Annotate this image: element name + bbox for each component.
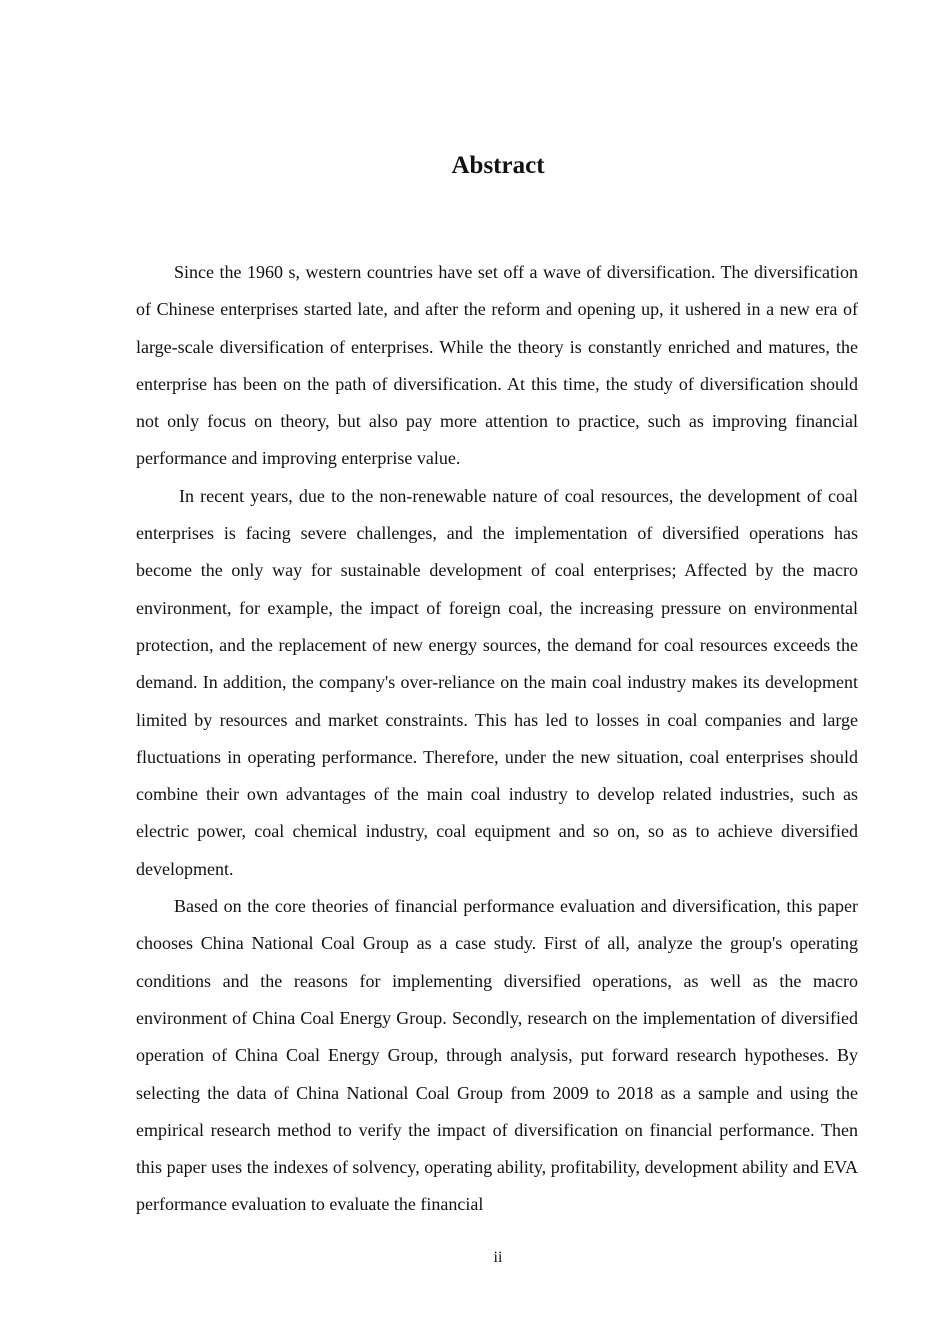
abstract-body bbox=[136, 254, 858, 1224]
abstract-paragraph: Since the 1960 s, western countries have set off a wave of diversification. The diversification of Chinese enterprises started late, and after the reform and opening up, it ushered in a new era of large-scale diversification of enterprises. While the theory is constantly enriched and matures, the enterprise has been on the path of diversification. At this time, the study of diversification should not only focus on theory, but also pay more attention to practice, such as improving financial performance and improving enterprise value. bbox=[136, 262, 858, 469]
page-title: Abstract bbox=[451, 151, 545, 179]
abstract-paragraph: Based on the core theories of financial performance evaluation and diversification, this paper chooses China National Coal Group as a case study. First of all, analyze the group's operating conditions and the reasons for implementing diversified operations, as well as the macro environment of China Coal Energy Group. Secondly, research on the implementation of diversified operation of China Coal Energy Group, through analysis, put forward research hypotheses. By selecting the data of China National Coal Group from 2009 to 2018 as a sample and using the empirical research method to verify the impact of diversification on financial performance. Then this paper uses the indexes of solvency, operating ability, profitability, development ability and EVA performance evaluation to evaluate the financial bbox=[136, 896, 858, 1215]
abstract-paragraph: In recent years, due to the non-renewable nature of coal resources, the development of coal enterprises is facing severe challenges, and the implementation of diversified operations has become the only way for sustainable development of coal enterprises; Affected by the macro environment, for example, the impact of foreign coal, the increasing pressure on environmental protection, and the replacement of new energy sources, the demand for coal resources exceeds the demand. In addition, the company's over-reliance on the main coal industry makes its development limited by resources and market constraints. This has led to losses in coal companies and large fluctuations in operating performance. Therefore, under the new situation, coal enterprises should combine their own advantages of the main coal industry to develop related industries, such as electric power, coal chemical industry, coal equipment and so on, so as to achieve diversified development. bbox=[136, 485, 858, 879]
page-number: ii bbox=[493, 1249, 503, 1266]
